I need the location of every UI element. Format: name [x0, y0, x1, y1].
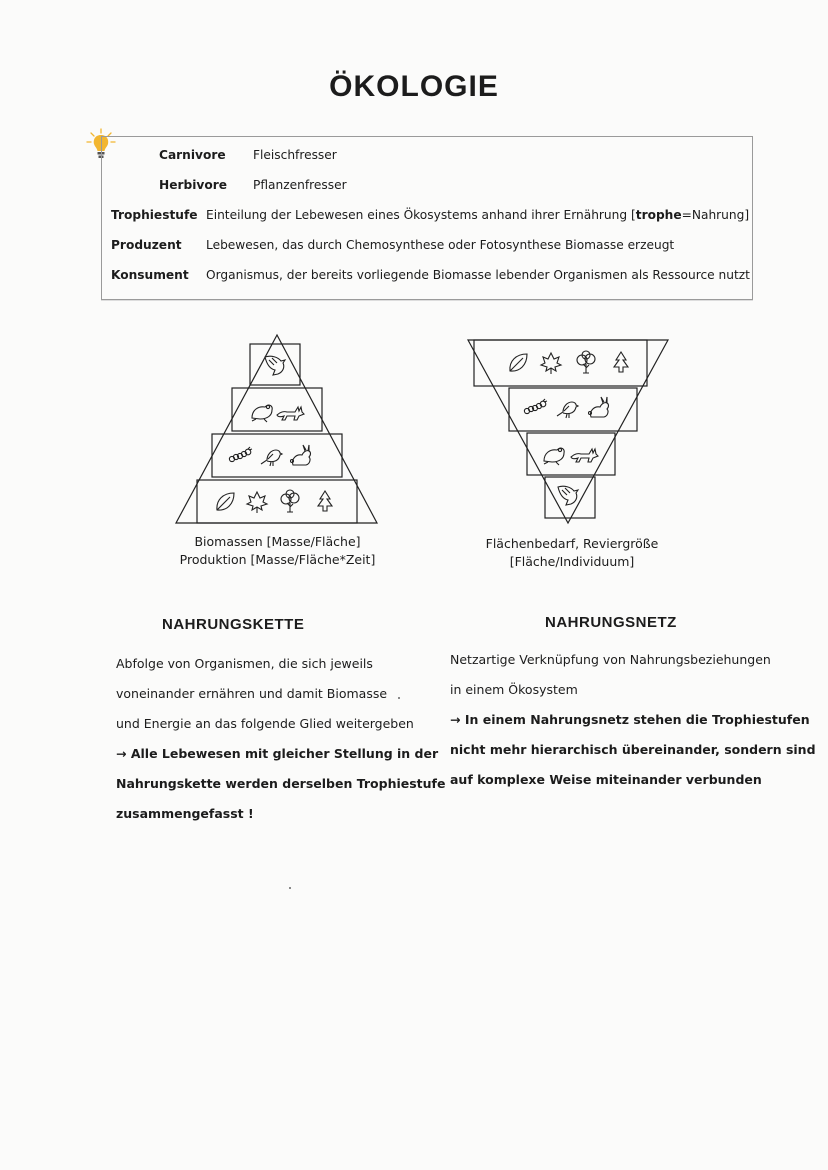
text-line: → Alle Lebewesen mit gleicher Stellung in der: [116, 746, 439, 761]
scan-speck: [398, 697, 400, 699]
definition-text: Pflanzenfresser: [253, 178, 347, 192]
eagle-icon: [265, 356, 285, 375]
text-line: Abfolge von Organismen, die sich jeweils: [116, 656, 373, 671]
scan-speck: [289, 887, 291, 889]
rabbit-icon: [589, 397, 609, 417]
nahrungsnetz-heading: NAHRUNGSNETZ: [545, 614, 677, 631]
text-line: zusammengefasst !: [116, 806, 254, 821]
text-line: voneinander ernähren und damit Biomasse: [116, 686, 388, 701]
fox-icon: [571, 449, 598, 462]
definition-term: Konsument: [111, 268, 189, 282]
area-requirement-pyramid: [462, 333, 674, 528]
definition-term: Herbivore: [159, 178, 227, 192]
pyramid-level-producers: [197, 480, 357, 523]
bird-icon: [557, 402, 578, 418]
text-line: und Energie an das folgende Glied weitergeben: [116, 716, 414, 731]
text-line: Netzartige Verknüpfung von Nahrungsbeziehungen: [450, 652, 771, 667]
definition-text: Fleischfresser: [253, 148, 337, 162]
definition-term: Produzent: [111, 238, 182, 252]
nahrungskette-heading: NAHRUNGSKETTE: [162, 616, 305, 633]
pyramid-level-herbivores: [212, 434, 342, 477]
tree-icon: [577, 351, 595, 373]
fox-icon: [277, 407, 304, 420]
page-title: ÖKOLOGIE: [329, 70, 499, 103]
text-line: nicht mehr hierarchisch übereinander, sondern sind: [450, 742, 816, 757]
text-line: → In einem Nahrungsnetz stehen die Trophiestufen: [450, 712, 810, 727]
pyramid-level-top-predator: [545, 477, 595, 518]
biomass-pyramid: [170, 330, 385, 530]
definition-text: Organismus, der bereits vorliegende Biomasse lebender Organismen als Ressource nutzt: [206, 268, 750, 282]
area-pyramid-caption: Flächenbedarf, Reviergröße [Fläche/Individuum]: [485, 536, 659, 569]
definitions-box: [101, 136, 753, 300]
rabbit-icon: [291, 445, 311, 465]
definition-text: Einteilung der Lebewesen eines Ökosystems anhand ihrer Ernährung [trophe=Nahrung]: [206, 208, 750, 222]
pine-tree-icon: [614, 352, 628, 372]
leaf-icon: [217, 493, 234, 510]
text-line: auf komplexe Weise miteinander verbunden: [450, 772, 762, 787]
nahrungskette-text: [116, 649, 445, 829]
frog-icon: [252, 405, 272, 422]
pine-tree-icon: [318, 491, 332, 511]
caterpillar-icon: [229, 447, 252, 462]
pyramid-level-carnivores: [527, 433, 615, 475]
biomass-pyramid-caption: Biomassen [Masse/Fläche] Produktion [Masse/Fläche*Zeit]: [179, 534, 376, 567]
eagle-icon: [558, 486, 578, 505]
text-line: in einem Ökosystem: [450, 682, 578, 697]
definition-text: Lebewesen, das durch Chemosynthese oder Fotosynthese Biomasse erzeugt: [206, 238, 675, 252]
definition-term: Trophiestufe: [111, 208, 198, 222]
definition-term: Carnivore: [159, 148, 226, 162]
leaf-icon: [510, 354, 527, 371]
nahrungsnetz-text: [450, 645, 816, 795]
tree-icon: [281, 490, 299, 512]
pyramid-level-producers: [474, 340, 647, 386]
maple-leaf-icon: [247, 492, 267, 513]
bird-icon: [261, 450, 282, 466]
text-line: Nahrungskette werden derselben Trophiestufe: [116, 776, 446, 791]
maple-leaf-icon: [541, 353, 561, 374]
caterpillar-icon: [524, 399, 547, 414]
frog-icon: [544, 448, 564, 465]
